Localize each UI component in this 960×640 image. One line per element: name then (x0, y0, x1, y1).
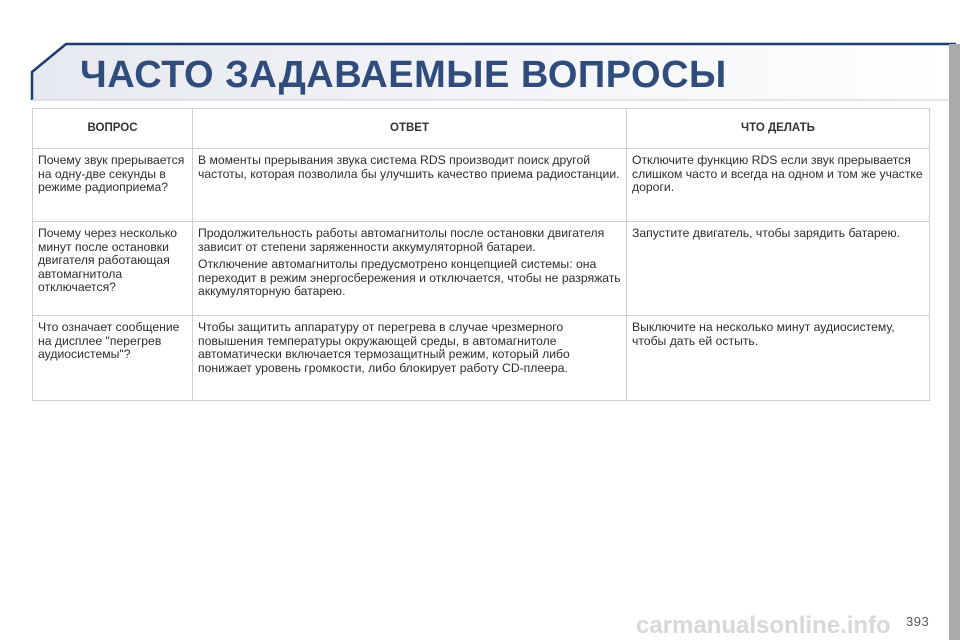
action-text: Выключите на несколько минут аудиосистему, чтобы дать ей остыть. (632, 320, 895, 348)
answer-text: Продолжительность работы автомагнитолы после остановки двигателя зависит от степени заряженности аккумуляторной батареи. (198, 226, 605, 254)
question-cell (33, 316, 193, 401)
answer-cell (193, 149, 627, 222)
table-row (33, 316, 930, 401)
table-row (33, 222, 930, 316)
question-text: Почему звук прерывается на одну-две секунды в режиме радиоприема? (38, 153, 185, 195)
column-header-answer: ОТВЕТ (193, 109, 627, 149)
table-row (33, 149, 930, 222)
watermark: carmanualsonline.info (636, 612, 891, 639)
answer-text: Чтобы защитить аппаратуру от перегрева в случае чрезмерного повышения температуры окружающей среды, в автомагнитоле автоматически включается термозащитный режим, который либо понижает уровень громкости, либо блокирует работу CD-плеера. (198, 320, 570, 375)
side-bar (949, 44, 960, 640)
action-cell (627, 316, 930, 401)
action-cell (627, 149, 930, 222)
page-title: ЧАСТО ЗАДАВАЕМЫЕ ВОПРОСЫ (80, 54, 727, 96)
answer-cell (193, 222, 627, 316)
answer-cell (193, 316, 627, 401)
column-header-question: ВОПРОС (33, 109, 193, 149)
action-text: Запустите двигатель, чтобы зарядить батарею. (632, 226, 900, 240)
answer-text: Отключение автомагнитолы предусмотрено концепцией системы: она переходит в режим энергосбережения и отключается, чтобы не разряжать аккумуляторную батарею. (198, 257, 621, 299)
action-text: Отключите функцию RDS если звук прерывается слишком часто и всегда на одном и том же участке дороги. (632, 153, 923, 195)
question-cell (33, 149, 193, 222)
answer-text: В моменты прерывания звука система RDS производит поиск другой частоты, которая позволила бы улучшить качество приема радиостанции. (198, 153, 620, 181)
action-cell (627, 222, 930, 316)
column-header-action: ЧТО ДЕЛАТЬ (627, 109, 930, 149)
table-header-row (33, 109, 930, 149)
page-number: 393 (906, 614, 930, 629)
question-cell (33, 222, 193, 316)
faq-table (32, 108, 930, 401)
question-text: Что означает сообщение на дисплее "перегрев аудиосистемы"? (38, 320, 180, 362)
question-text: Почему через несколько минут после остановки двигателя работающая автомагнитола отключается? (38, 226, 178, 295)
